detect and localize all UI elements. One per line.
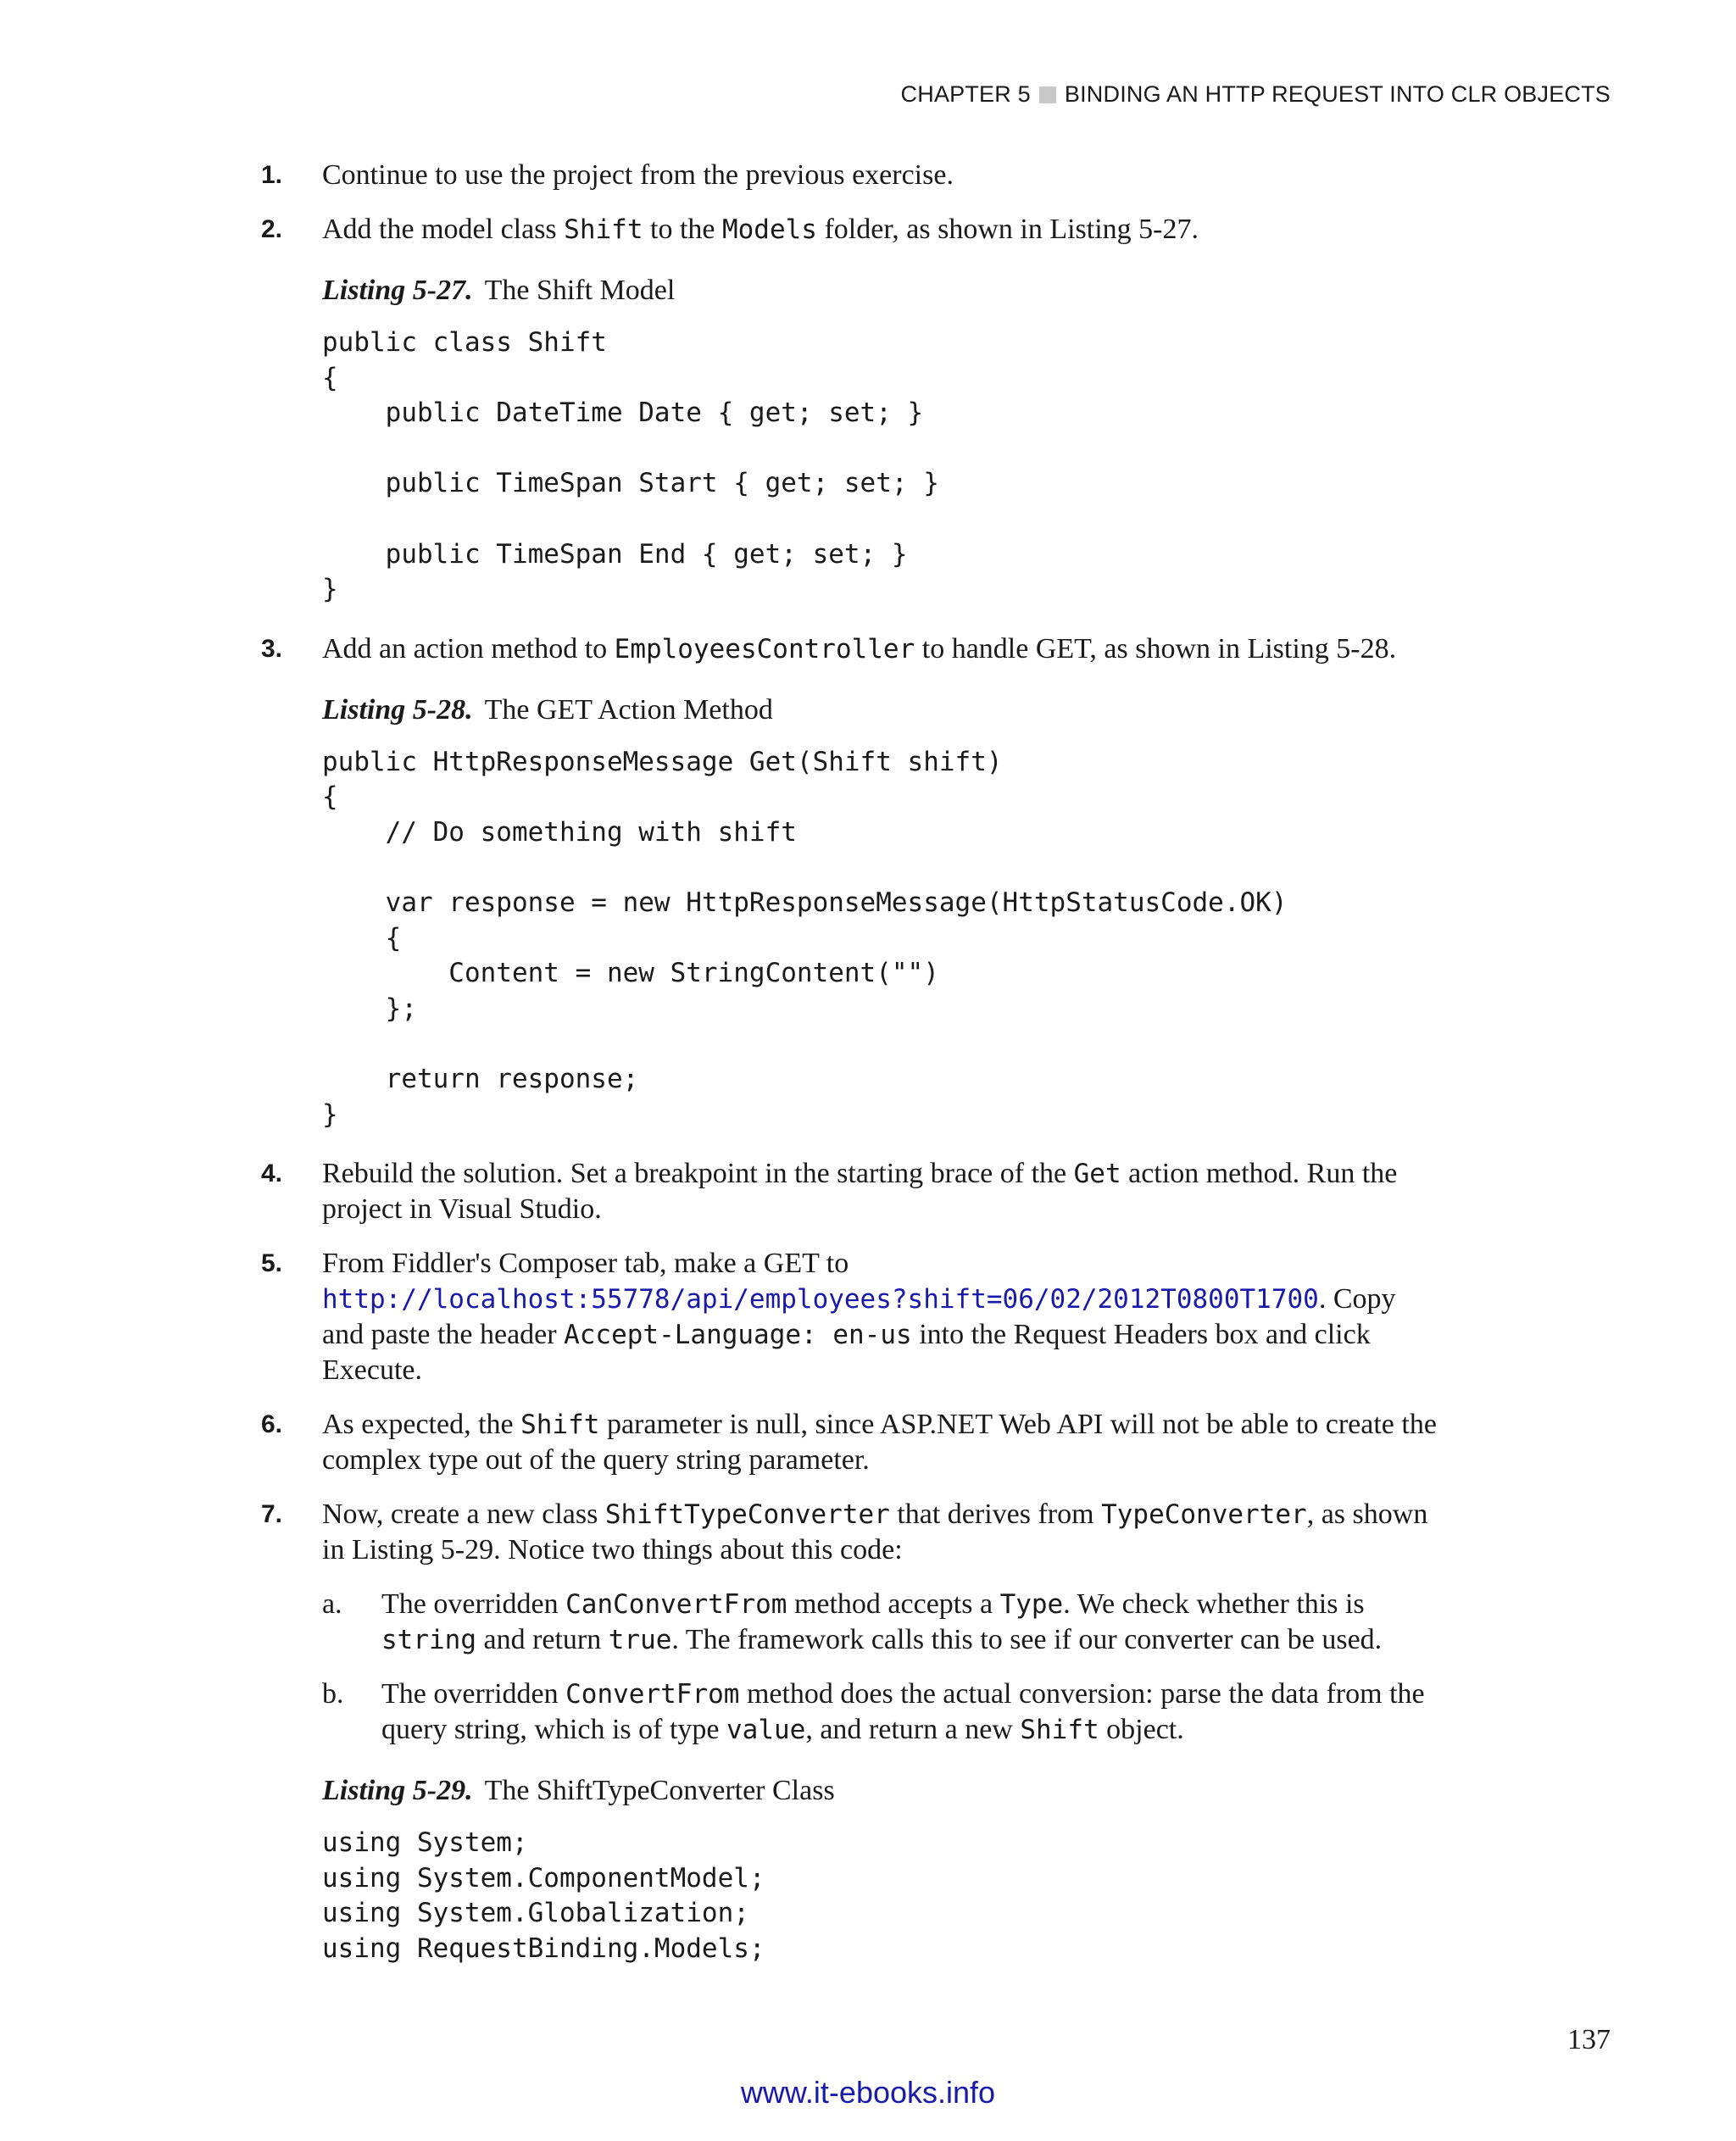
text-run: and return: [476, 1624, 609, 1656]
listing-title: The ShiftTypeConverter Class: [484, 1775, 835, 1807]
text-run: Add the model class: [322, 214, 565, 245]
step-number: 1.: [261, 161, 283, 189]
step-2: [261, 212, 1439, 247]
listing-caption: [322, 1773, 1439, 1809]
page-body: [261, 158, 1439, 1991]
text-run: . We check whether this is: [1063, 1588, 1365, 1621]
text-run: The overridden: [381, 1678, 566, 1710]
inline-code: true: [608, 1625, 672, 1656]
step-7: [261, 1497, 1439, 1568]
substep-a: [322, 1587, 1439, 1658]
inline-code: EmployeesController: [614, 633, 915, 665]
text-run: , and return a new: [805, 1714, 1021, 1746]
running-head: [901, 81, 1611, 108]
code-listing: public HttpResponseMessage Get(Shift shift) { // Do something with shift var response = new HttpResponseMessage(HttpStatusCode.OK) { Content = new StringContent("") }; return response; }: [322, 746, 1288, 1130]
text-run: Continue to use the project from the previous exercise.: [322, 159, 954, 191]
text-run: that derives from: [889, 1499, 1102, 1531]
step-5: [261, 1246, 1439, 1388]
text-run: object.: [1099, 1714, 1184, 1746]
inline-code: Accept-Language: en-us: [564, 1320, 912, 1351]
separator-square-icon: [1039, 86, 1056, 103]
substep-text: [381, 1588, 1382, 1655]
inline-code: Shift: [564, 214, 643, 245]
step-text: [322, 158, 1439, 193]
text-run: Rebuild the solution. Set a breakpoint in the starting brace of the: [322, 1158, 1074, 1190]
step-number: 5.: [261, 1249, 283, 1278]
text-run: . Copy and paste the header: [322, 1283, 1396, 1351]
text-run: . The framework calls this to see if our converter can be used.: [671, 1624, 1383, 1656]
step-number: 2.: [261, 215, 283, 243]
inline-code: ShiftTypeConverter: [604, 1499, 890, 1531]
text-run: Add an action method to: [322, 632, 615, 665]
inline-code: Get: [1073, 1159, 1121, 1190]
text-run: As expected, the: [322, 1409, 521, 1441]
text-run: to handle GET, as shown in Listing 5-28.: [915, 632, 1397, 665]
inline-code: value: [726, 1715, 806, 1746]
step-text: [322, 1407, 1439, 1478]
substep-letter: a.: [322, 1588, 342, 1621]
listing-label: Listing 5-29.: [322, 1775, 473, 1807]
page-number: 137: [1567, 2024, 1611, 2055]
step-1: [261, 158, 1439, 193]
step-4: [261, 1156, 1439, 1227]
inline-code: Shift: [1020, 1715, 1099, 1746]
text-run: parameter is null, since ASP.NET Web API will not be able to create the complex type out of the query string parameter.: [322, 1409, 1437, 1476]
inline-code: Shift: [520, 1410, 600, 1441]
text-run: into the Request Headers box and click Execute.: [322, 1319, 1371, 1387]
step-text: [322, 1156, 1439, 1227]
step-text: [322, 1497, 1439, 1568]
text-run: Now, create a new class: [322, 1499, 605, 1531]
code-listing: using System; using System.ComponentModel; using System.Globalization; using RequestBinding.Models;: [322, 1827, 765, 1965]
url-link[interactable]: http://localhost:55778/api/employees?shift=06/02/2012T0800T1700: [322, 1284, 1319, 1315]
inline-code: TypeConverter: [1101, 1499, 1307, 1531]
text-run: to the: [643, 214, 722, 245]
listing-label: Listing 5-27.: [322, 275, 473, 306]
text-run: method does the actual conversion: parse the data from the query string, which is of type: [381, 1678, 1425, 1746]
step-text: [322, 212, 1439, 247]
listing-label: Listing 5-28.: [322, 693, 473, 726]
listing-title: The Shift Model: [484, 275, 676, 306]
inline-code: Models: [721, 214, 817, 245]
step-3: [261, 631, 1439, 667]
step-text: [322, 1246, 1439, 1388]
step-number: 7.: [261, 1500, 283, 1529]
text-run: action method. Run the project in Visual Studio.: [322, 1158, 1398, 1226]
substep-text: [381, 1678, 1425, 1745]
listing-caption: [322, 273, 1439, 309]
listing-caption: [322, 692, 1439, 728]
chapter-label: CHAPTER 5: [900, 81, 1031, 107]
step-number: 3.: [261, 634, 283, 663]
listing-title: The GET Action Method: [484, 693, 773, 726]
code-listing: public class Shift { public DateTime Date { get; set; } public TimeSpan Start { get; set; } public TimeSpan End { get; set; } }: [322, 327, 939, 605]
inline-code: string: [381, 1625, 476, 1656]
text-run: , as shown in Listing 5-29. Notice two things about this code:: [322, 1499, 1428, 1566]
footer-link[interactable]: www.it-ebooks.info: [740, 2075, 996, 2110]
step-number: 4.: [261, 1159, 283, 1188]
step-text: [322, 631, 1439, 667]
text-run: method accepts a: [787, 1588, 1000, 1621]
inline-code: CanConvertFrom: [565, 1589, 787, 1621]
text-run: The overridden: [381, 1588, 566, 1621]
substep-b: [322, 1677, 1439, 1748]
step-6: [261, 1407, 1439, 1478]
inline-code: ConvertFrom: [565, 1679, 740, 1710]
text-run: From Fiddler's Composer tab, make a GET to: [322, 1248, 849, 1280]
inline-code: Type: [999, 1589, 1064, 1621]
chapter-title: BINDING AN HTTP REQUEST INTO CLR OBJECTS: [1064, 81, 1611, 107]
step-number: 6.: [261, 1410, 283, 1439]
substep-letter: b.: [322, 1678, 344, 1710]
text-run: folder, as shown in Listing 5-27.: [816, 214, 1199, 245]
